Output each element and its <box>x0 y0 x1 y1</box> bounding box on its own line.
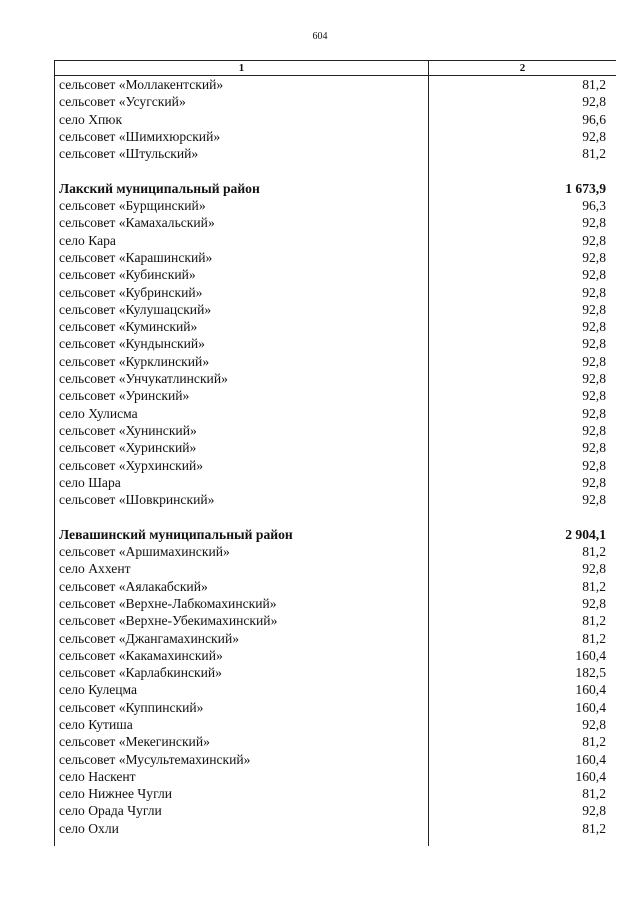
settlement-name: село Охли <box>59 820 119 836</box>
table-body <box>55 76 616 846</box>
table-row <box>55 699 616 716</box>
amount-value <box>428 162 616 179</box>
amount-value: 81,2 <box>582 630 606 646</box>
amount-value: 92,8 <box>582 388 606 404</box>
settlement-name <box>55 162 428 179</box>
table-row <box>55 249 616 266</box>
table-row <box>55 681 616 698</box>
settlement-name: сельсовет «Шовкринский» <box>59 492 215 508</box>
settlement-name: сельсовет «Мекегинский» <box>59 734 210 750</box>
amount-value: 92,8 <box>582 319 606 335</box>
amount-value: 81,2 <box>582 734 606 750</box>
settlement-name: сельсовет «Хунинский» <box>59 422 197 438</box>
table-row <box>55 612 616 629</box>
settlement-name: село Кутиша <box>59 716 133 732</box>
table-row <box>55 318 616 335</box>
settlement-name: сельсовет «Карашинский» <box>59 249 213 265</box>
amount-value: 81,2 <box>582 578 606 594</box>
settlement-name: сельсовет «Какамахинский» <box>59 647 223 663</box>
table-row <box>55 664 616 681</box>
column-header-1: 1 <box>55 61 429 75</box>
settlement-name: сельсовет «Джангамахинский» <box>59 630 240 646</box>
settlement-name: сельсовет «Хуринский» <box>59 440 197 456</box>
amount-value: 92,8 <box>582 371 606 387</box>
amount-value: 160,4 <box>575 751 606 767</box>
table-row <box>55 387 616 404</box>
settlement-name: сельсовет «Моллакентский» <box>59 77 224 92</box>
amount-value: 92,8 <box>582 232 606 248</box>
settlement-name: село Хулисма <box>59 405 138 421</box>
settlement-name: село Кара <box>59 232 116 248</box>
settlement-name: сельсовет «Штульский» <box>59 146 199 162</box>
district-total-row <box>55 180 616 197</box>
amount-value: 92,8 <box>582 492 606 508</box>
settlement-name: сельсовет «Верхне-Убекимахинский» <box>59 613 278 629</box>
table-header <box>55 60 616 76</box>
settlement-name: сельсовет «Аялакабский» <box>59 578 208 594</box>
page-number: 604 <box>312 31 328 42</box>
amount-value: 96,3 <box>582 198 606 214</box>
settlement-name: сельсовет «Куппинский» <box>59 699 204 715</box>
amount-value: 81,2 <box>582 544 606 560</box>
table-row <box>55 76 616 93</box>
amount-value: 92,8 <box>582 215 606 231</box>
settlement-name: сельсовет «Хурхинский» <box>59 457 204 473</box>
table-row <box>55 422 616 439</box>
settlement-name: сельсовет «Аршимахинский» <box>59 544 230 560</box>
table-row <box>55 214 616 231</box>
settlement-name: сельсовет «Шимихюрский» <box>59 128 221 144</box>
amount-value: 1 673,9 <box>565 180 606 196</box>
table-row <box>55 647 616 664</box>
settlement-name <box>55 508 428 525</box>
settlement-name: село Нижнее Чугли <box>59 786 173 802</box>
table-row <box>55 733 616 750</box>
amount-value: 92,8 <box>582 595 606 611</box>
district-total-row <box>55 526 616 543</box>
amount-value: 92,8 <box>582 353 606 369</box>
table-row <box>55 802 616 819</box>
amount-value: 81,2 <box>582 613 606 629</box>
table-row <box>55 474 616 491</box>
settlement-name: сельсовет «Куминский» <box>59 319 198 335</box>
settlement-name: сельсовет «Уринский» <box>59 388 190 404</box>
table-row <box>55 820 616 837</box>
amount-value: 160,4 <box>575 768 606 784</box>
table-row <box>55 93 616 110</box>
amount-value: 160,4 <box>575 682 606 698</box>
amount-value: 81,2 <box>582 77 606 92</box>
table-row <box>55 370 616 387</box>
column-header-2: 2 <box>519 62 526 74</box>
table-row <box>55 111 616 128</box>
settlement-name: село Кулецма <box>59 682 138 698</box>
settlement-name: Лакский муниципальный район <box>59 180 260 196</box>
spacer-row <box>55 162 616 179</box>
settlement-name: сельсовет «Курклинский» <box>59 353 210 369</box>
table-row <box>55 785 616 802</box>
amount-value: 160,4 <box>575 647 606 663</box>
settlement-name: село Аххент <box>59 561 131 577</box>
table-row <box>55 457 616 474</box>
table-row <box>55 560 616 577</box>
table-row <box>55 128 616 145</box>
settlement-name: сельсовет «Карлабкинский» <box>59 665 222 681</box>
amount-value: 92,8 <box>582 249 606 265</box>
amount-value: 92,8 <box>582 336 606 352</box>
table-row <box>55 266 616 283</box>
amount-value: 92,8 <box>582 422 606 438</box>
table-row <box>55 768 616 785</box>
amount-value: 92,8 <box>582 561 606 577</box>
table-row <box>55 439 616 456</box>
table-row <box>55 405 616 422</box>
settlement-name: Левашинский муниципальный район <box>59 526 293 542</box>
settlement-name: село Орада Чугли <box>59 803 162 819</box>
amount-value: 96,6 <box>582 111 606 127</box>
table-row <box>55 543 616 560</box>
table-row <box>55 630 616 647</box>
settlement-name: сельсовет «Кубинский» <box>59 267 196 283</box>
table-row <box>55 353 616 370</box>
settlement-name: сельсовет «Усугский» <box>59 94 186 110</box>
amount-value: 92,8 <box>582 94 606 110</box>
amount-value: 92,8 <box>582 128 606 144</box>
amount-value: 92,8 <box>582 301 606 317</box>
table-row <box>55 145 616 162</box>
amount-value: 92,8 <box>582 284 606 300</box>
amount-value: 182,5 <box>575 665 606 681</box>
amount-value: 92,8 <box>582 440 606 456</box>
table-row <box>55 197 616 214</box>
table-row <box>55 491 616 508</box>
settlement-name: сельсовет «Кундынский» <box>59 336 205 352</box>
settlement-name: сельсовет «Верхне-Лабкомахинский» <box>59 595 277 611</box>
settlement-name: село Хпюк <box>59 111 123 127</box>
settlement-name: сельсовет «Кубринский» <box>59 284 203 300</box>
table-row <box>55 751 616 768</box>
amount-value <box>428 508 616 525</box>
amount-value: 92,8 <box>582 474 606 490</box>
settlement-name: сельсовет «Унчукатлинский» <box>59 371 228 387</box>
table-row <box>55 301 616 318</box>
table-row <box>55 232 616 249</box>
amount-value: 92,8 <box>582 457 606 473</box>
data-table <box>54 60 616 846</box>
spacer-row <box>55 508 616 525</box>
amount-value: 2 904,1 <box>565 526 606 542</box>
settlement-name: сельсовет «Мусультемахинский» <box>59 751 251 767</box>
amount-value: 92,8 <box>582 716 606 732</box>
amount-value: 81,2 <box>582 146 606 162</box>
column-divider <box>428 76 429 846</box>
table-row <box>55 335 616 352</box>
amount-value: 160,4 <box>575 699 606 715</box>
table-row <box>55 716 616 733</box>
table-row <box>55 595 616 612</box>
amount-value: 81,2 <box>582 786 606 802</box>
table-row <box>55 284 616 301</box>
table-row <box>55 578 616 595</box>
settlement-name: село Наскент <box>59 768 136 784</box>
settlement-name: сельсовет «Камахальский» <box>59 215 215 231</box>
amount-value: 92,8 <box>582 803 606 819</box>
amount-value: 81,2 <box>582 820 606 836</box>
settlement-name: сельсовет «Кулушацский» <box>59 301 212 317</box>
settlement-name: село Шара <box>59 474 121 490</box>
settlement-name: сельсовет «Бурщинский» <box>59 198 206 214</box>
amount-value: 92,8 <box>582 267 606 283</box>
amount-value: 92,8 <box>582 405 606 421</box>
